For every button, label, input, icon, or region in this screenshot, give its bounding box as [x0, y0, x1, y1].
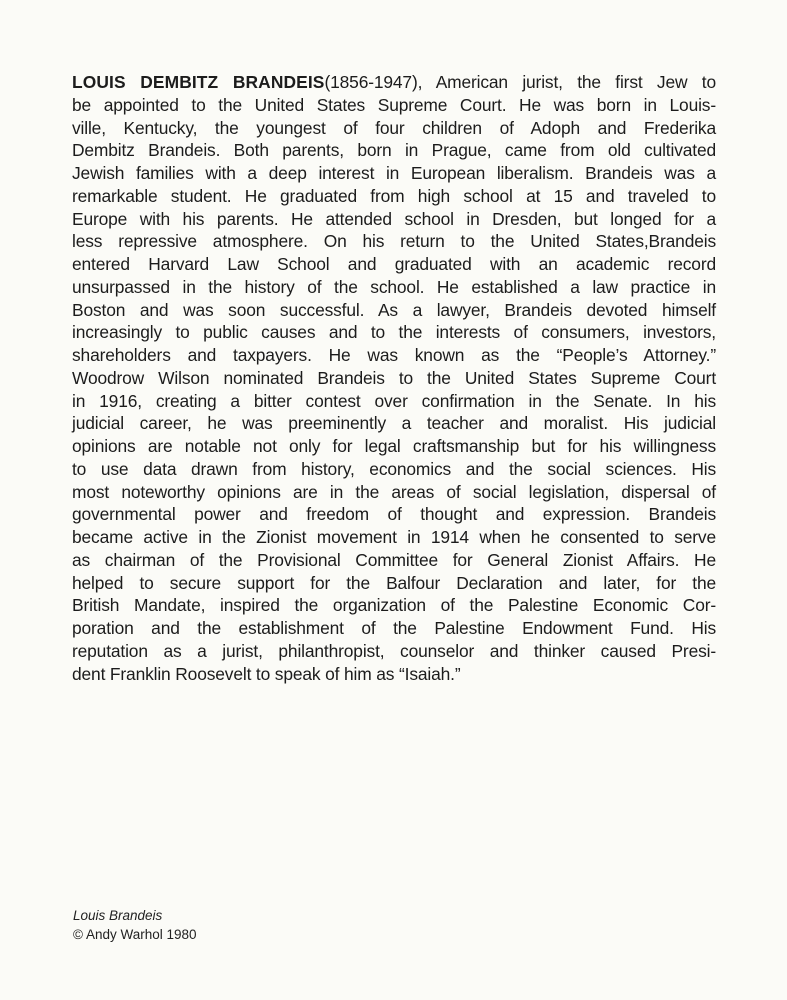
biography-line: as chairman of the Provisional Committee for General Zionist Affairs. He [72, 549, 716, 570]
biography-line: Dembitz Brandeis. Both parents, born in Prague, came from old cultivated [72, 140, 716, 161]
biography-line: unsurpassed in the history of the school. He established a law practice in [72, 276, 716, 297]
biography-line: helped to secure support for the Balfour Declaration and later, for the [72, 572, 716, 593]
biography-line: entered Harvard Law School and graduated with an academic record [72, 254, 716, 274]
image-credit [73, 906, 197, 944]
biography-line: opinions are notable not only for legal craftsmanship but for his willingness [72, 436, 716, 456]
biography-line: judicial career, he was preeminently a teacher and moralist. His judicial [72, 413, 716, 434]
biography-line: Europe with his parents. He attended school in Dresden, but longed for a [72, 208, 716, 229]
biography-line: in 1916, creating a bitter contest over confirmation in the Senate. In his [72, 390, 716, 411]
copyright-notice: © Andy Warhol 1980 [73, 927, 197, 942]
biography-line: reputation as a jurist, philanthropist, counselor and thinker caused Presi- [72, 640, 716, 661]
biography-line: remarkable student. He graduated from high school at 15 and traveled to [72, 185, 716, 206]
biography-line-last: dent Franklin Roosevelt to speak of him as “Isaiah.” [72, 663, 461, 684]
biography-line: to use data drawn from history, economics and the social sciences. His [72, 458, 716, 479]
biography-line: ville, Kentucky, the youngest of four children of Adoph and Frederika [72, 117, 716, 138]
biography-line: Boston and was soon successful. As a lawyer, Brandeis devoted himself [72, 299, 716, 320]
biography-line: most noteworthy opinions are in the areas of social legislation, dispersal of [72, 481, 716, 502]
biography-line: less repressive atmosphere. On his return to the United States,Brandeis [72, 231, 716, 252]
biography-line: shareholders and taxpayers. He was known as the “People’s Attorney.” [72, 345, 716, 365]
artwork-title: Louis Brandeis [73, 908, 163, 923]
subject-name: LOUIS DEMBITZ BRANDEIS [72, 72, 325, 92]
biography-line: became active in the Zionist movement in 1914 when he consented to serve [72, 527, 716, 547]
biography-line-1: LOUIS DEMBITZ BRANDEIS(1856-1947), American jurist, the first Jew to [72, 72, 716, 92]
biography-line: British Mandate, inspired the organization of the Palestine Economic Cor- [72, 595, 716, 616]
biography-line: be appointed to the United States Supreme Court. He was born in Louis- [72, 94, 716, 115]
biography-line: increasingly to public causes and to the interests of consumers, investors, [72, 322, 716, 343]
biography-line: poration and the establishment of the Palestine Endowment Fund. His [72, 618, 716, 638]
biography-line: Jewish families with a deep interest in European liberalism. Brandeis was a [72, 163, 716, 183]
biography-line: Woodrow Wilson nominated Brandeis to the United States Supreme Court [72, 367, 716, 388]
biography-line: governmental power and freedom of thought and expression. Brandeis [72, 504, 716, 525]
biography-text [72, 71, 716, 685]
